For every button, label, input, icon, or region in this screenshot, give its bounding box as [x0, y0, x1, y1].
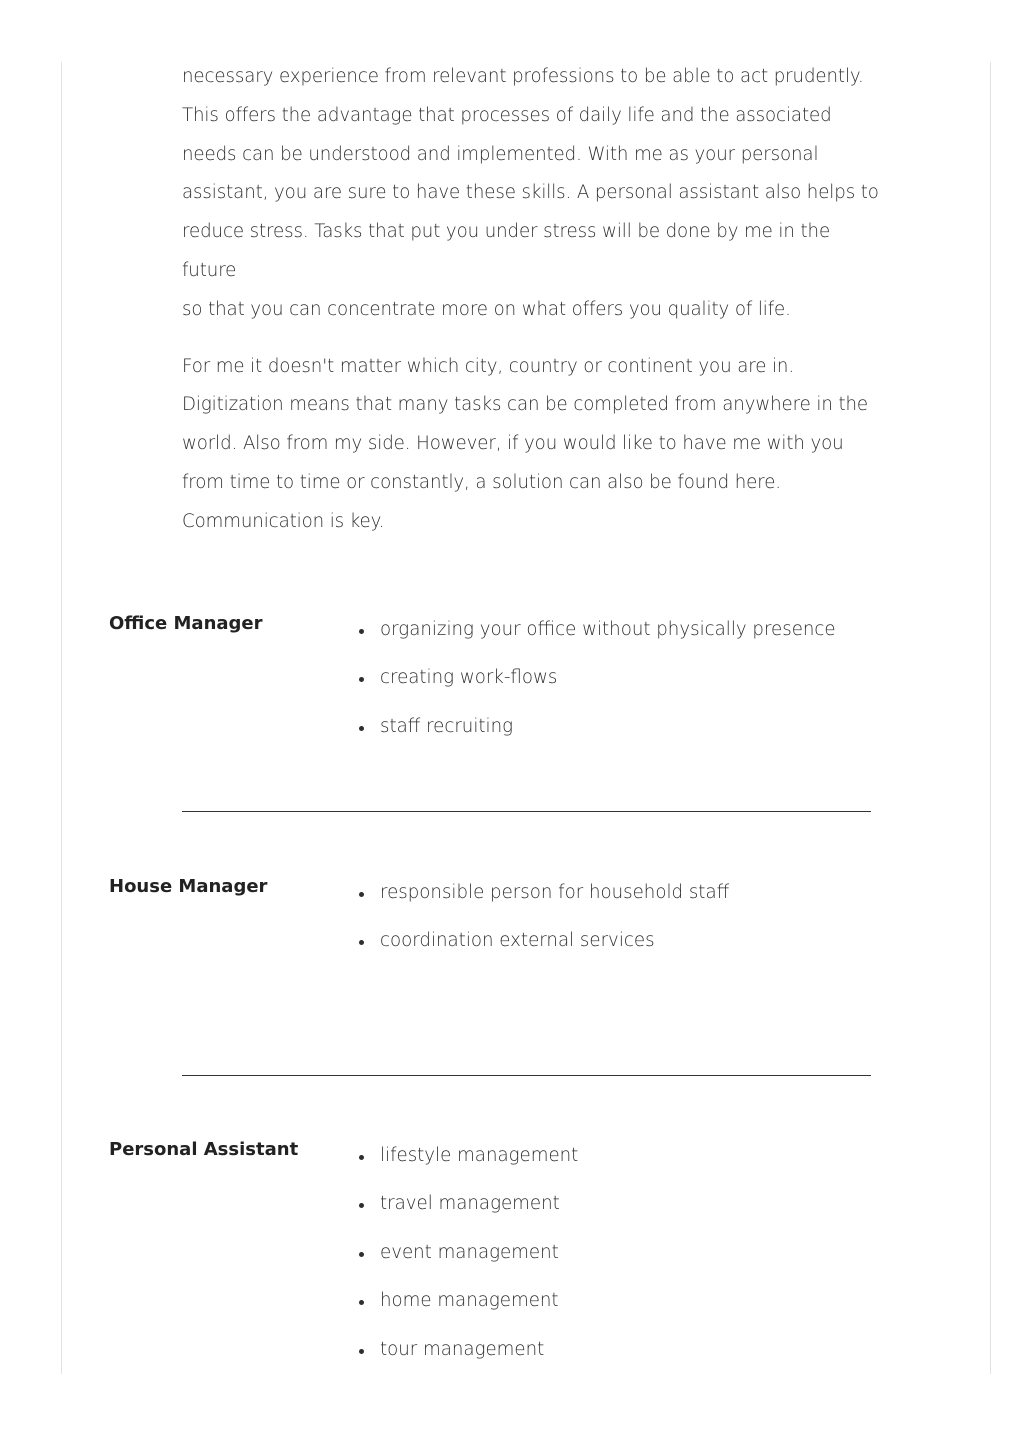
- section-divider: [182, 1075, 871, 1076]
- list-item: tour management: [358, 1338, 578, 1362]
- list-item: organizing your office without physically presence: [358, 618, 836, 642]
- service-title: Personal Assistant: [109, 1139, 299, 1160]
- list-item: staff recruiting: [358, 715, 836, 739]
- intro-paragraph-1: necessary experience from relevant professions to be able to act prudently. This offers the advantage that processes of daily life and the associated needs can be understood and implemented. With me as your personal assistant, you are sure to have these skills. A personal assistant also helps to reduce stress. Tasks that put you under stress will be done by me in the future so that you can concentrate more on what offers you quality of life.: [182, 66, 879, 320]
- section-divider: [182, 811, 871, 812]
- service-list: [358, 618, 836, 763]
- intro-text: [182, 58, 882, 560]
- list-item: creating work-flows: [358, 666, 836, 690]
- service-title: House Manager: [109, 876, 268, 897]
- service-list: [358, 881, 729, 978]
- list-item: event management: [358, 1241, 578, 1265]
- list-item: travel management: [358, 1192, 578, 1216]
- list-item: coordination external services: [358, 929, 729, 953]
- service-list: [358, 1144, 578, 1386]
- list-item: lifestyle management: [358, 1144, 578, 1168]
- list-item: home management: [358, 1289, 578, 1313]
- list-item: responsible person for household staff: [358, 881, 729, 905]
- service-title: Office Manager: [109, 613, 263, 634]
- intro-paragraph-2: For me it doesn't matter which city, country or continent you are in. Digitization means that many tasks can be completed from anywhere in the world. Also from my side. However, if you would like to have me with you from time to time or constantly, a solution can also be found here. Communication is key.: [182, 355, 868, 532]
